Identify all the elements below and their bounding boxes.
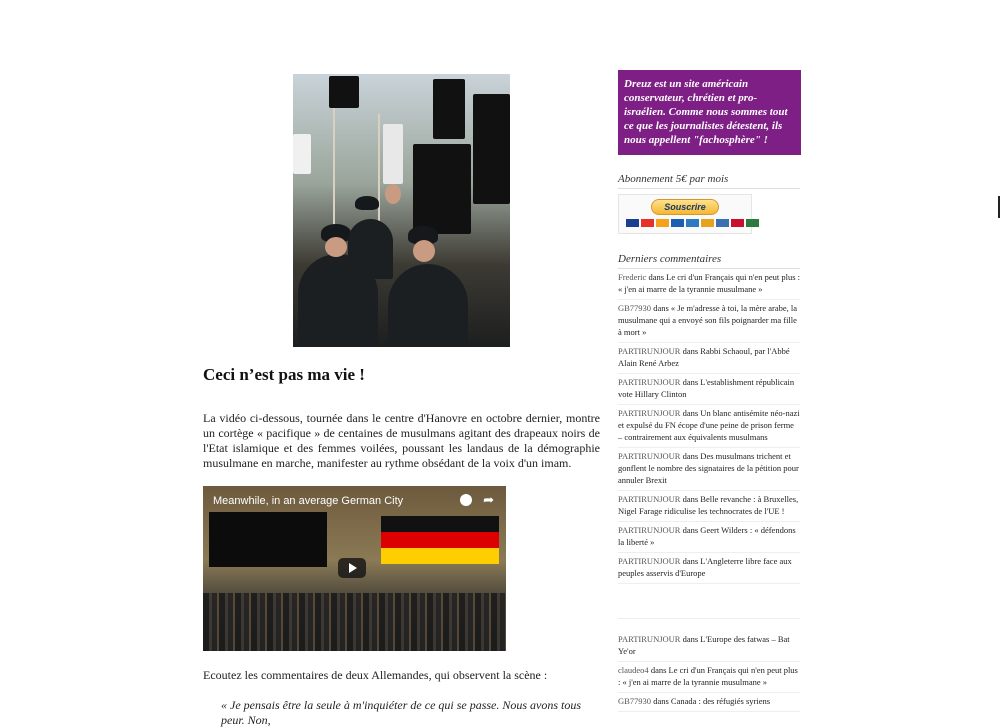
comment-author[interactable]: claudeo4	[618, 665, 649, 675]
crowd-image	[203, 593, 506, 651]
comment-author[interactable]: Frederic	[618, 272, 647, 282]
post-intro: La vidéo ci-dessous, tournée dans le centre d'Hanovre en octobre dernier, montre un cortège « pacifique » de centaines de musulmans agitant des drapeaux noirs de l'Etat islamique et des femmes voilées, poussant les landaus de la démographie musulmane en marche, manifester au rythme obsédant de la voix d'un imam.	[203, 411, 600, 470]
comment-author[interactable]: GB77930	[618, 303, 652, 313]
comment-item[interactable]	[618, 553, 800, 584]
sidebar	[618, 70, 800, 712]
german-flag-image	[381, 516, 499, 564]
comment-author[interactable]: PARTIRUNJOUR	[618, 451, 681, 461]
comment-item[interactable]	[618, 343, 800, 374]
comment-text[interactable]: dans L'Angleterre libre face aux peuples asservis d'Europe	[618, 556, 792, 578]
comment-text[interactable]: dans Geert Wilders : « défendons la liberté »	[618, 525, 796, 547]
comment-text[interactable]: dans Le cri d'un Français qui n'en peut plus : « j'en ai marre de la tyrannie musulmane »	[618, 272, 800, 294]
comments-list	[618, 269, 800, 584]
comment-author[interactable]: PARTIRUNJOUR	[618, 556, 681, 566]
subscribe-button[interactable]: Souscrire	[651, 199, 719, 215]
comment-author[interactable]: PARTIRUNJOUR	[618, 408, 681, 418]
post-text: Ecoutez les commentaires de deux Allemandes, qui observent la scène :	[203, 668, 548, 682]
article-photo	[293, 74, 510, 347]
comment-text[interactable]: dans L'establishment républicain vote Hillary Clinton	[618, 377, 795, 399]
paypal-widget	[618, 194, 752, 234]
subscription-title: Abonnement 5€ par mois	[618, 173, 800, 189]
comment-author[interactable]: PARTIRUNJOUR	[618, 346, 681, 356]
comment-item[interactable]	[618, 448, 800, 491]
comment-text[interactable]: dans Rabbi Schaoul, par l'Abbé Alain René Arbez	[618, 346, 790, 368]
share-icon[interactable]: ➦	[483, 493, 494, 508]
comment-text[interactable]: dans Des musulmans trichent et gonflent le nombre des signataires de la pétition pour annuler Brexit	[618, 451, 799, 485]
comment-item[interactable]	[618, 631, 800, 662]
comment-item[interactable]	[618, 300, 800, 343]
article	[203, 74, 600, 728]
video-embed[interactable]	[203, 486, 506, 651]
comment-author[interactable]: PARTIRUNJOUR	[618, 634, 681, 644]
post-quote: « Je pensais être la seule à m'inquiéter de ce qui se passe. Nous avons tous peur. Non,	[221, 698, 582, 727]
comment-text[interactable]: dans Canada : des réfugiés syriens	[653, 696, 771, 706]
comment-item[interactable]	[618, 522, 800, 553]
comment-author[interactable]: PARTIRUNJOUR	[618, 494, 681, 504]
comments-title: Derniers commentaires	[618, 253, 800, 269]
comment-text[interactable]: dans Le cri d'un Français qui n'en peut plus : « j'en ai marre de la tyrannie musulmane »	[618, 665, 798, 687]
comment-item[interactable]	[618, 374, 800, 405]
comment-text[interactable]: dans « Je m'adresse à toi, la mère arabe, la musulmane qui a envoyé son fils poignarder ma fille à mort »	[618, 303, 798, 337]
comment-item[interactable]	[618, 405, 800, 448]
post-title[interactable]: Ceci n’est pas ma vie !	[203, 365, 365, 384]
comment-item[interactable]	[618, 491, 800, 522]
video-title[interactable]: Meanwhile, in an average German City	[213, 495, 404, 507]
comment-author[interactable]: PARTIRUNJOUR	[618, 525, 681, 535]
play-button[interactable]	[338, 558, 366, 578]
comment-author[interactable]: GB77930	[618, 696, 652, 706]
comment-author[interactable]: PARTIRUNJOUR	[618, 377, 681, 387]
black-flag-image	[209, 512, 327, 567]
watch-later-icon[interactable]	[460, 494, 472, 506]
comment-text[interactable]: dans L'Europe des fatwas – Bat Ye'or	[618, 634, 790, 656]
comment-text[interactable]: dans Belle revanche : à Bruxelles, Nigel Farage ridiculise les technocrates de l'UE !	[618, 494, 799, 516]
comment-text[interactable]: dans Un blanc antisémite néo-nazi et expulsé du FN écope d'une peine de prison ferme – contrairement aux équivalents musulmans	[618, 408, 800, 442]
promo-box: Dreuz est un site américain conservateur, chrétien et pro-israélien. Comme nous sommes tout ce que les journalistes détestent, ils nous appellent "fachosphère" !	[618, 70, 801, 155]
comment-item[interactable]	[618, 693, 800, 712]
comment-item[interactable]	[618, 269, 800, 300]
comments-list-2	[618, 618, 800, 712]
comment-item[interactable]	[618, 662, 800, 693]
card-logos	[626, 219, 759, 227]
